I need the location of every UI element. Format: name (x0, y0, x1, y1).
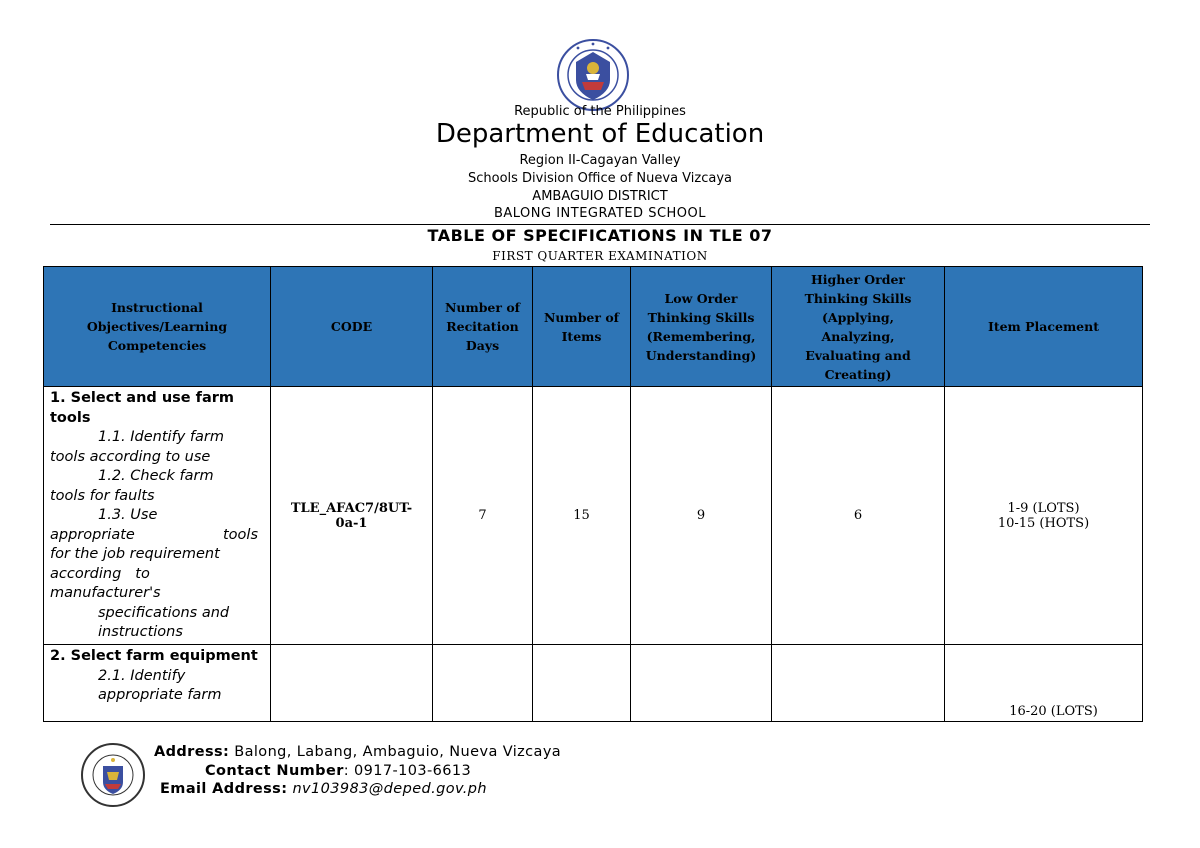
header-region: Region II-Cagayan Valley (519, 153, 681, 168)
header-item-placement: Item Placement (945, 267, 1143, 387)
items-cell: 15 (533, 387, 631, 645)
competency-item: manufacturer's (50, 585, 161, 601)
header-lots: Low Order Thinking Skills (Remembering, Understanding) (631, 267, 772, 387)
placement-lots: 16-20 (LOTS) (1009, 704, 1098, 719)
header-district: AMBAGUIO DISTRICT (532, 189, 668, 204)
days-cell (433, 645, 533, 722)
footer-address (154, 744, 561, 760)
contact-value: : 0917-103-6613 (343, 763, 472, 779)
header-recitation-days: Number of Recitation Days (433, 267, 533, 387)
email-value: nv103983@deped.gov.ph (292, 781, 488, 797)
competency-cell (44, 387, 271, 645)
header-division: Schools Division Office of Nueva Vizcaya (467, 171, 732, 186)
competency-item: instructions (98, 624, 183, 640)
header-country: Republic of the Philippines (514, 104, 686, 119)
footer-email (160, 781, 487, 797)
header-competencies: Instructional Objectives/Learning Competencies (44, 267, 271, 387)
header-hots: Higher Order Thinking Skills (Applying, Analyzing, Evaluating and Creating) (772, 267, 945, 387)
header-divider (50, 224, 1150, 225)
hots-cell: 6 (772, 387, 945, 645)
competency-item: specifications and (98, 604, 230, 621)
address-label: Address: (154, 744, 230, 760)
table-header-row (44, 267, 1143, 387)
competency-item: tools for faults (50, 487, 155, 504)
competency-item: appropriate farm (98, 687, 222, 703)
competency-title: 2. Select farm equipment (50, 648, 258, 664)
competency-item: 1.2. Check farm (98, 468, 214, 484)
footer-contact (205, 763, 471, 779)
hots-cell (772, 645, 945, 722)
placement-cell (945, 645, 1143, 722)
header-code: CODE (271, 267, 433, 387)
table-row (44, 387, 1143, 645)
placement-hots: 10-15 (HOTS) (997, 515, 1090, 531)
school-logo (80, 742, 146, 808)
competency-item: appropriate (50, 526, 135, 543)
contact-label: Contact Number (205, 763, 344, 779)
competency-item: for the job requirement (50, 546, 220, 562)
lots-cell: 9 (631, 387, 772, 645)
specifications-table (43, 266, 1143, 722)
competency-title: 1. Select and use farm tools (50, 390, 235, 426)
competency-item: tools (222, 526, 258, 543)
header-number-of-items: Number of Items (533, 267, 631, 387)
competency-code: TLE_AFAC7/8UT-0a-1 (290, 500, 413, 531)
table-row (44, 645, 1143, 722)
address-value: Balong, Labang, Ambaguio, Nueva Vizcaya (229, 744, 562, 760)
competency-cell (44, 645, 271, 722)
code-cell (271, 645, 433, 722)
header-department: Department of Education (435, 119, 765, 149)
competency-item: 1.1. Identify farm (98, 429, 224, 445)
competency-item: 2.1. Identify (98, 667, 186, 684)
competency-item: 1.3. Use (98, 507, 158, 523)
days-cell: 7 (433, 387, 533, 645)
exam-subtitle: FIRST QUARTER EXAMINATION (492, 249, 708, 263)
items-cell (533, 645, 631, 722)
email-label: Email Address: (160, 781, 288, 797)
competency-item: to (135, 565, 150, 582)
placement-cell (945, 387, 1143, 645)
document-title: TABLE OF SPECIFICATIONS IN TLE 07 (427, 226, 773, 245)
deped-seal-logo (556, 38, 630, 112)
placement-lots: 1-9 (LOTS) (1007, 500, 1080, 516)
lots-cell (631, 645, 772, 722)
code-cell (271, 387, 433, 645)
header-school: BALONG INTEGRATED SCHOOL (493, 206, 707, 221)
competency-item: according (50, 565, 122, 582)
competency-item: tools according to use (50, 448, 211, 465)
